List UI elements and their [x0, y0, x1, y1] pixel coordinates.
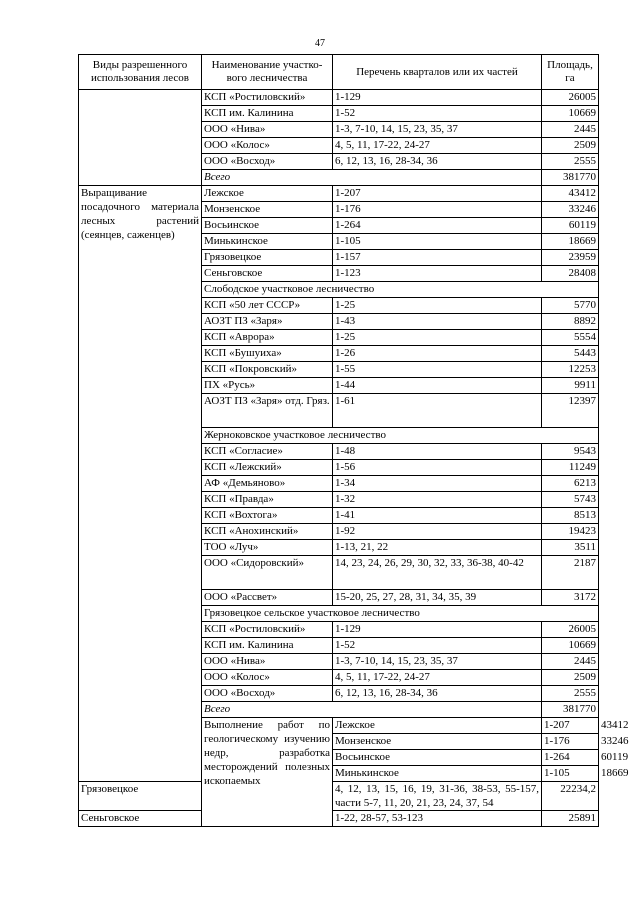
area-cell: 8513	[542, 508, 599, 524]
quarters-cell: 1-264	[542, 750, 599, 766]
quarters-cell: 1-61	[333, 394, 542, 428]
quarters-cell: 14, 23, 24, 26, 29, 30, 32, 33, 36-38, 40-42	[333, 556, 542, 590]
quarters-cell: 1-56	[333, 460, 542, 476]
quarters-cell: 1-25	[333, 298, 542, 314]
use-type-cell-continued	[79, 90, 202, 186]
area-cell: 5770	[542, 298, 599, 314]
area-cell: 2555	[542, 154, 599, 170]
total-value: 381770	[542, 702, 599, 718]
forestry-name-cell: Грязовецкое	[202, 250, 333, 266]
quarters-cell: 1-176	[333, 202, 542, 218]
forestry-name-cell: Восьинское	[202, 218, 333, 234]
quarters-cell: 1-3, 7-10, 14, 15, 23, 35, 37	[333, 122, 542, 138]
table-header-row	[79, 55, 599, 90]
forestry-name-cell: КСП «Аврора»	[202, 330, 333, 346]
forestry-name-cell: КСП «Бушуиха»	[202, 346, 333, 362]
use-type-cell: Выполнение работ по геологическому изучению недр, разработка месторождений полезных ископаемых	[202, 718, 333, 827]
area-cell: 2187	[542, 556, 599, 590]
quarters-cell: 1-44	[333, 378, 542, 394]
quarters-cell: 1-129	[333, 90, 542, 106]
forestry-name-cell: ТОО «Луч»	[202, 540, 333, 556]
forestry-name-cell: КСП «Анохинский»	[202, 524, 333, 540]
area-cell: 2555	[542, 686, 599, 702]
total-label: Всего	[202, 702, 542, 718]
forestry-name-cell: Грязовецкое	[79, 782, 202, 811]
area-cell: 26005	[542, 90, 599, 106]
quarters-cell: 1-52	[333, 106, 542, 122]
forestry-name-cell: ООО «Колос»	[202, 670, 333, 686]
quarters-cell: 6, 12, 13, 16, 28-34, 36	[333, 154, 542, 170]
forestry-name-cell: Лежское	[333, 718, 542, 734]
forestry-name-cell: Монзенское	[202, 202, 333, 218]
total-value: 381770	[542, 170, 599, 186]
quarters-cell: 4, 5, 11, 17-22, 24-27	[333, 670, 542, 686]
header-area: Площадь, га	[542, 55, 599, 90]
area-cell: 6213	[542, 476, 599, 492]
quarters-cell: 1-52	[333, 638, 542, 654]
area-cell: 43412	[542, 186, 599, 202]
table-row: Восьинское 1-264 60119	[79, 750, 599, 766]
section-title-slobodskoe: Слободское участковое лесничество	[202, 282, 599, 298]
header-forestry-name: Наименование участко-вого лесничества	[202, 55, 333, 90]
table-row	[79, 811, 599, 827]
quarters-cell: 1-41	[333, 508, 542, 524]
forestry-name-cell: КСП «Согласие»	[202, 444, 333, 460]
quarters-cell: 1-32	[333, 492, 542, 508]
area-cell: 23959	[542, 250, 599, 266]
section-title-zhernokovskoe: Жерноковское участковое лесничество	[202, 428, 599, 444]
quarters-cell: 1-55	[333, 362, 542, 378]
forestry-name-cell: КСП «50 лет СССР»	[202, 298, 333, 314]
quarters-cell: 4, 5, 11, 17-22, 24-27	[333, 138, 542, 154]
quarters-cell: 1-157	[333, 250, 542, 266]
forestry-name-cell: Монзенское	[333, 734, 542, 750]
forestry-name-cell: ООО «Восход»	[202, 154, 333, 170]
quarters-cell: 1-43	[333, 314, 542, 330]
quarters-cell: 1-13, 21, 22	[333, 540, 542, 556]
forestry-name-cell: Минькинское	[333, 766, 542, 782]
quarters-cell: 1-105	[333, 234, 542, 250]
quarters-cell: 15-20, 25, 27, 28, 31, 34, 35, 39	[333, 590, 542, 606]
quarters-cell: 1-207	[542, 718, 599, 734]
forestry-name-cell: Сеньговское	[202, 266, 333, 282]
forestry-name-cell: ООО «Восход»	[202, 686, 333, 702]
forestry-name-cell: Минькинское	[202, 234, 333, 250]
area-cell: 19423	[542, 524, 599, 540]
quarters-cell: 1-105	[542, 766, 599, 782]
area-cell: 12397	[542, 394, 599, 428]
area-cell: 2445	[542, 654, 599, 670]
area-cell: 26005	[542, 622, 599, 638]
table-row	[79, 782, 599, 811]
area-cell: 2445	[542, 122, 599, 138]
area-cell: 3172	[542, 590, 599, 606]
table-row: Монзенское 1-176 33246	[79, 734, 599, 750]
forestry-name-cell: ООО «Нива»	[202, 122, 333, 138]
table-row: Минькинское 1-105 18669	[79, 766, 599, 782]
area-cell: 28408	[542, 266, 599, 282]
section-title-gryazovetskoe: Грязовецкое сельское участковое лесничество	[202, 606, 599, 622]
forestry-name-cell: ПХ «Русь»	[202, 378, 333, 394]
quarters-cell: 1-26	[333, 346, 542, 362]
forestry-name-cell: КСП им. Калинина	[202, 638, 333, 654]
forestry-name-cell: АФ «Демьяново»	[202, 476, 333, 492]
quarters-cell: 1-3, 7-10, 14, 15, 23, 35, 37	[333, 654, 542, 670]
area-cell: 22234,2	[542, 782, 599, 811]
table-row: Выполнение работ по геологическому изучению недр, разработка месторождений полезных ископаемых Лежское 1-207 43412	[79, 718, 599, 734]
table-row	[79, 90, 599, 106]
forestry-name-cell: КСП «Вохтога»	[202, 508, 333, 524]
forestry-name-cell: КСП им. Калинина	[202, 106, 333, 122]
area-cell: 5554	[542, 330, 599, 346]
total-label: Всего	[202, 170, 542, 186]
area-cell: 11249	[542, 460, 599, 476]
quarters-cell: 1-207	[333, 186, 542, 202]
forestry-name-cell: Сеньговское	[79, 811, 202, 827]
area-cell: 5443	[542, 346, 599, 362]
forest-use-table	[78, 54, 629, 827]
area-cell: 2509	[542, 670, 599, 686]
area-cell: 9543	[542, 444, 599, 460]
area-cell: 12253	[542, 362, 599, 378]
area-cell: 60119	[542, 218, 599, 234]
area-cell: 10669	[542, 106, 599, 122]
area-cell: 5743	[542, 492, 599, 508]
forestry-name-cell: КСП «Покровский»	[202, 362, 333, 378]
page-number: 47	[315, 38, 325, 49]
forestry-name-cell: КСП «Правда»	[202, 492, 333, 508]
forestry-name-cell: КСП «Ростиловский»	[202, 90, 333, 106]
forestry-name-cell: Восьинское	[333, 750, 542, 766]
forestry-name-cell: ООО «Сидоровский»	[202, 556, 333, 590]
quarters-cell: 1-264	[333, 218, 542, 234]
area-cell: 9911	[542, 378, 599, 394]
quarters-cell: 4, 12, 13, 15, 16, 19, 31-36, 38-53, 55-157, части 5-7, 11, 20, 21, 23, 24, 37, 54	[333, 782, 542, 811]
use-type-cell: Выращивание посадочного материала лесных растений (сеянцев, саженцев)	[79, 186, 202, 782]
area-cell: 3511	[542, 540, 599, 556]
area-cell: 8892	[542, 314, 599, 330]
quarters-cell: 6, 12, 13, 16, 28-34, 36	[333, 686, 542, 702]
header-use-type: Виды разрешенного использования лесов	[79, 55, 202, 90]
area-cell: 33246	[542, 202, 599, 218]
quarters-cell: 1-92	[333, 524, 542, 540]
quarters-cell: 1-123	[333, 266, 542, 282]
quarters-cell: 1-25	[333, 330, 542, 346]
forestry-name-cell: АОЗТ ПЗ «Заря»	[202, 314, 333, 330]
quarters-cell: 1-129	[333, 622, 542, 638]
quarters-cell: 1-22, 28-57, 53-123	[333, 811, 542, 827]
area-cell: 10669	[542, 638, 599, 654]
forestry-name-cell: КСП «Ростиловский»	[202, 622, 333, 638]
forestry-name-cell: ООО «Рассвет»	[202, 590, 333, 606]
forestry-name-cell: АОЗТ ПЗ «Заря» отд. Гряз.	[202, 394, 333, 428]
area-cell: 25891	[542, 811, 599, 827]
area-cell: 2509	[542, 138, 599, 154]
quarters-cell: 1-48	[333, 444, 542, 460]
forestry-name-cell: ООО «Нива»	[202, 654, 333, 670]
quarters-cell: 1-34	[333, 476, 542, 492]
forestry-name-cell: КСП «Лежский»	[202, 460, 333, 476]
area-cell: 18669	[542, 234, 599, 250]
forestry-name-cell: Лежское	[202, 186, 333, 202]
table-row	[79, 186, 599, 202]
forestry-name-cell: ООО «Колос»	[202, 138, 333, 154]
header-quarters: Перечень кварталов или их частей	[333, 55, 542, 90]
quarters-cell: 1-176	[542, 734, 599, 750]
